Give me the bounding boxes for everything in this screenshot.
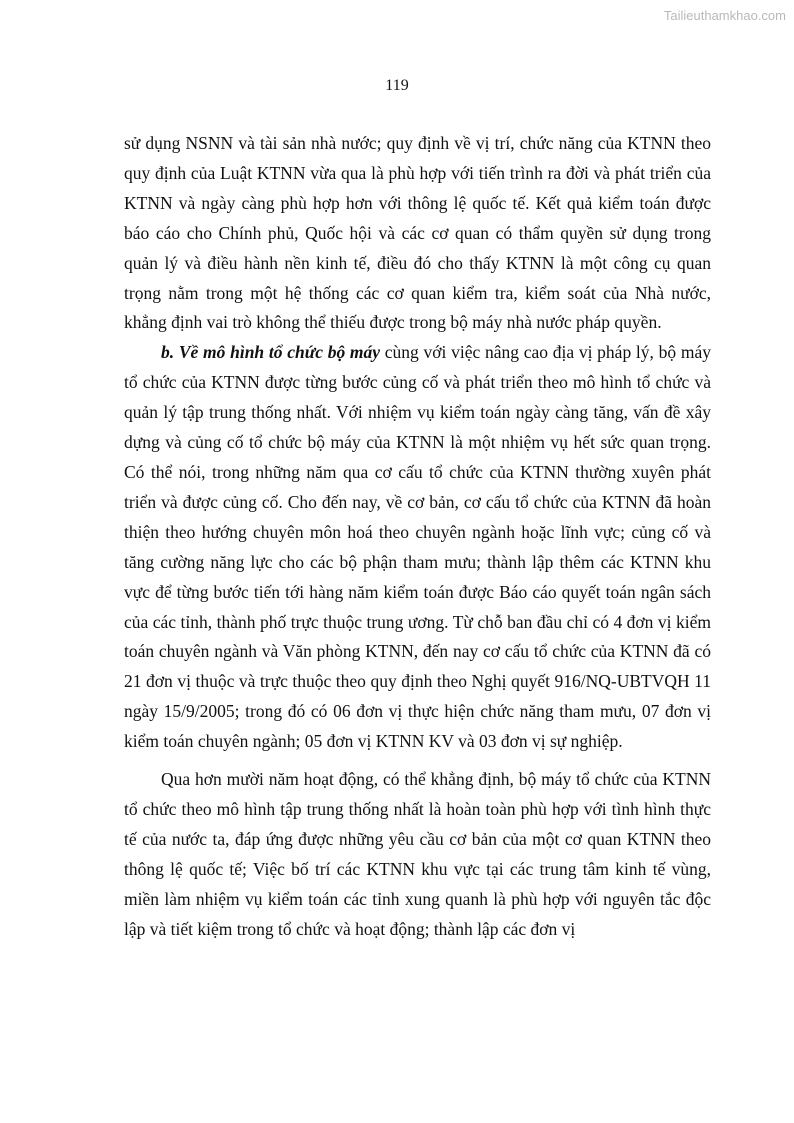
page-number: 119 — [385, 77, 409, 94]
document-body — [124, 129, 711, 944]
paragraph-2-text: cùng với việc nâng cao địa vị pháp lý, bộ máy tổ chức của KTNN được từng bước củng cố và phát triển theo mô hình tổ chức và quản lý tập trung thống nhất. Với nhiệm vụ kiểm toán ngày càng tăng, vấn đề xây dựng và củng cố tổ chức bộ máy của KTNN là một nhiệm vụ hết sức quan trọng. Có thể nói, trong những năm qua cơ cấu tổ chức của KTNN thường xuyên phát triển và được củng cố. Cho đến nay, về cơ bản, cơ cấu tổ chức của KTNN đã hoàn thiện theo hướng chuyên môn hoá theo chuyên ngành hoặc lĩnh vực; củng cố và tăng cường năng lực cho các bộ phận tham mưu; thành lập thêm các KTNN khu vực để từng bước tiến tới hàng năm kiểm toán được Báo cáo quyết toán ngân sách của các tỉnh, thành phố trực thuộc trung ương. Từ chỗ ban đầu chỉ có 4 đơn vị kiểm toán chuyên ngành và Văn phòng KTNN, đến nay cơ cấu tổ chức của KTNN đã có 21 đơn vị thuộc và trực thuộc theo quy định theo Nghị quyết 916/NQ-UBTVQH 11 ngày 15/9/2005; trong đó có 06 đơn vị thực hiện chức năng tham mưu, 07 đơn vị kiểm toán chuyên ngành; 05 đơn vị KTNN KV và 03 đơn vị sự nghiệp. — [124, 342, 711, 752]
watermark: Tailieuthamkhao.com — [663, 8, 786, 23]
paragraph-2 — [124, 338, 711, 757]
paragraph-3: Qua hơn mười năm hoạt động, có thể khẳng định, bộ máy tổ chức của KTNN tổ chức theo mô hình tập trung thống nhất là hoàn toàn phù hợp với tình hình thực tế của nước ta, đáp ứng được những yêu cầu cơ bản của một cơ quan KTNN theo thông lệ quốc tế; Việc bố trí các KTNN khu vực tại các trung tâm kinh tế vùng, miền làm nhiệm vụ kiểm toán các tỉnh xung quanh là phù hợp với nguyên tắc độc lập và tiết kiệm trong tổ chức và hoạt động; thành lập các đơn vị — [124, 769, 711, 939]
section-heading: b. Về mô hình tổ chức bộ máy — [161, 342, 381, 363]
paragraph-1: sử dụng NSNN và tài sản nhà nước; quy định về vị trí, chức năng của KTNN theo quy định của Luật KTNN vừa qua là phù hợp với tiến trình ra đời và phát triển của KTNN và ngày càng phù hợp hơn với thông lệ quốc tế. Kết quả kiểm toán được báo cáo cho Chính phủ, Quốc hội và các cơ quan có thẩm quyền sử dụng trong quản lý và điều hành nền kinh tế, điều đó cho thấy KTNN là một công cụ quan trọng nằm trong một hệ thống các cơ quan kiểm tra, kiểm soát của Nhà nước, khẳng định vai trò không thể thiếu được trong bộ máy nhà nước pháp quyền. — [124, 133, 711, 333]
